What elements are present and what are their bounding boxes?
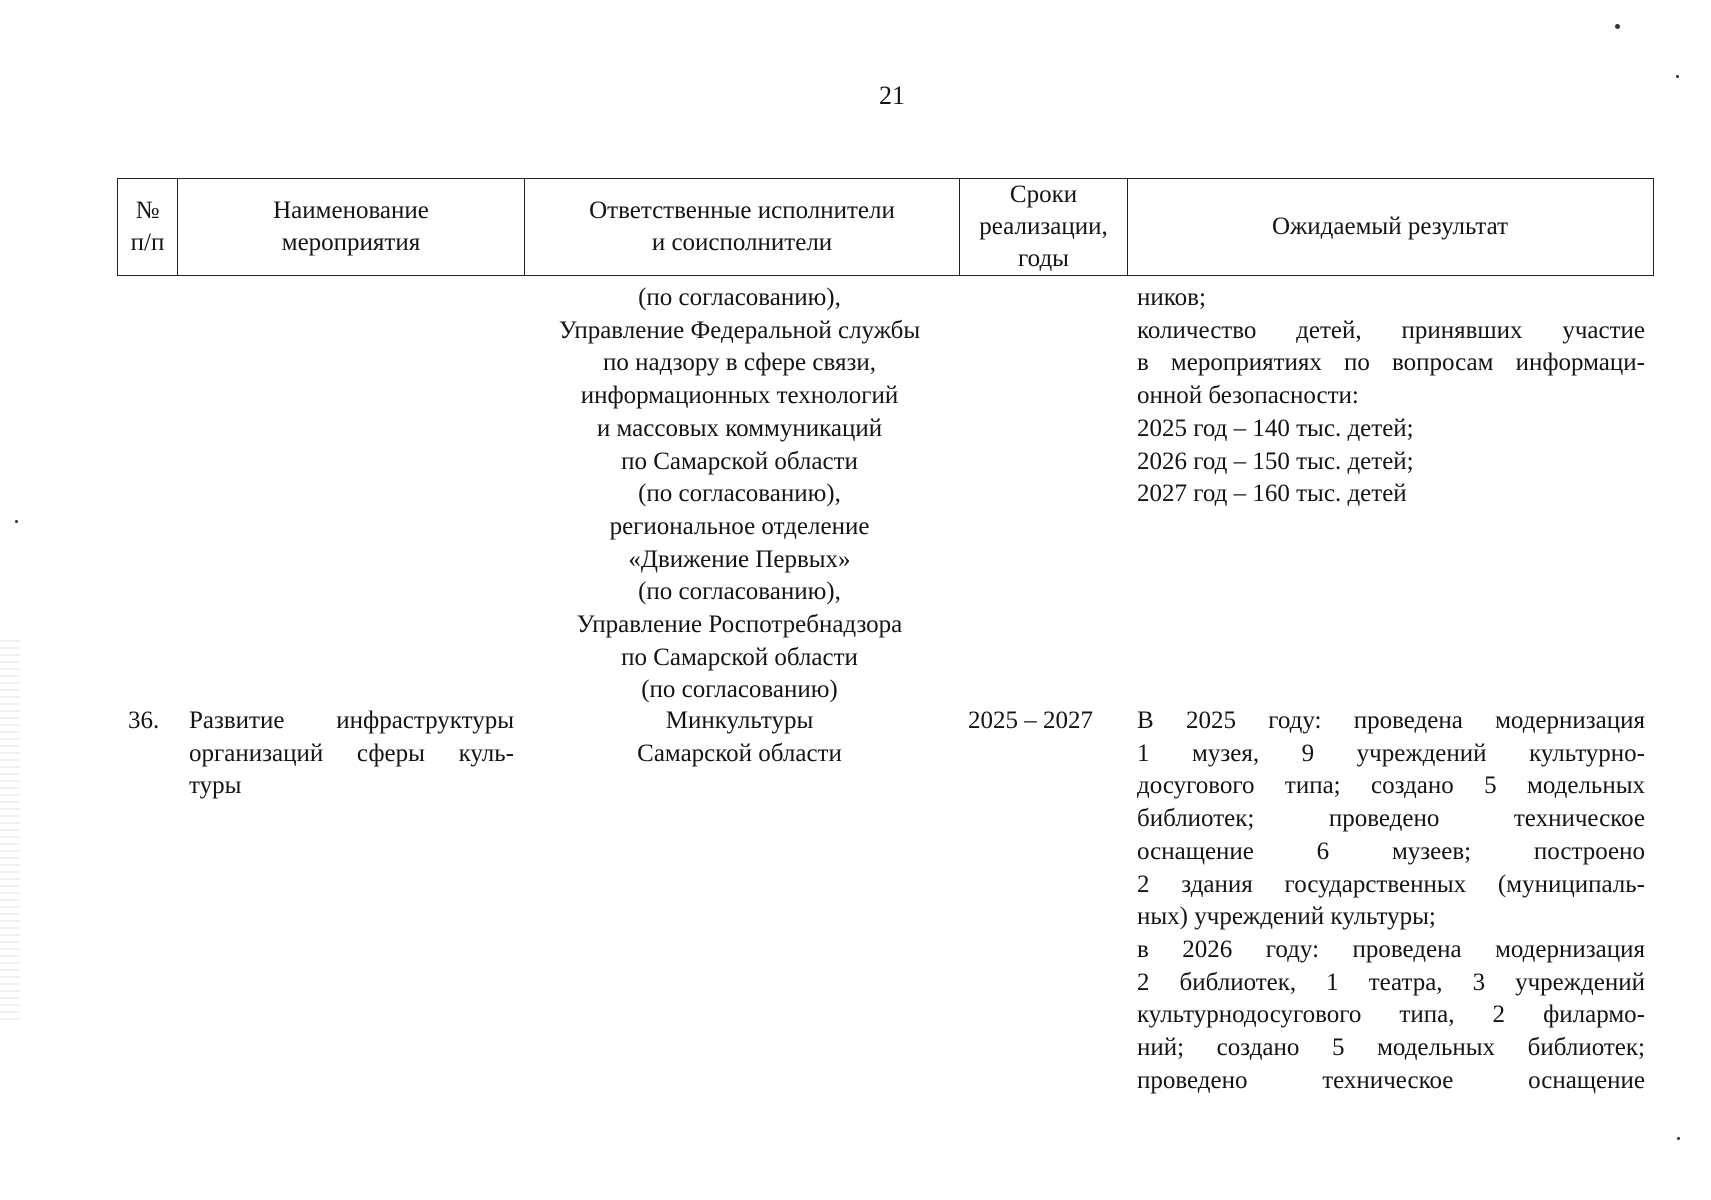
text-line: Самарской области xyxy=(637,739,842,767)
text-line: в 2026 году: проведена модернизация xyxy=(1137,935,1645,963)
text-line: Минкультуры xyxy=(665,707,814,734)
text-line: 2026 год – 150 тыс. детей; xyxy=(1137,447,1414,475)
text-line: (по согласованию), xyxy=(638,480,841,508)
scan-speck xyxy=(1676,75,1679,78)
text-line: оснащение 6 музеев; построено xyxy=(1137,837,1645,865)
text-line: по Самарской области xyxy=(621,643,858,671)
scan-speck xyxy=(1677,1137,1680,1140)
text-line: Управление Роспотребнадзора xyxy=(576,611,903,639)
text-line: 2 здания государственных (муниципаль- xyxy=(1137,870,1645,898)
text-line: количество детей, принявших участие xyxy=(1137,316,1645,344)
text-line: библиотек; проведено техническое xyxy=(1137,805,1645,833)
text-line: проведено техническое оснащение xyxy=(1137,1066,1645,1094)
continued-responsible xyxy=(522,282,957,707)
text-line: ников; xyxy=(1137,284,1206,311)
scan-speck xyxy=(1615,24,1620,29)
text-line: онной безопасности: xyxy=(1137,382,1359,410)
row-name xyxy=(189,705,514,803)
continued-result xyxy=(1137,282,1645,511)
page-number: 21 xyxy=(879,81,905,110)
text-line: досугового типа; создано 5 модельных xyxy=(1137,772,1645,800)
text-line: культурнодосугового типа, 2 филармо- xyxy=(1137,1001,1645,1029)
text-line: 1 музея, 9 учреждений культурно- xyxy=(1137,739,1645,767)
header-result: Ожидаемый результат xyxy=(1271,213,1509,240)
text-line: ных) учреждений культуры; xyxy=(1137,903,1436,931)
row-dates: 2025 – 2027 xyxy=(968,707,1093,734)
text-line: по Самарской области xyxy=(621,447,858,475)
header-responsible: Ответственные исполнители и соисполнители xyxy=(525,179,960,275)
text-line: 2025 год – 140 тыс. детей; xyxy=(1137,414,1414,442)
text-line: 2027 год – 160 тыс. детей xyxy=(1137,480,1407,508)
text-line: организаций сферы куль- xyxy=(189,739,514,767)
text-line: ний; создано 5 модельных библиотек; xyxy=(1137,1034,1645,1062)
text-line: по надзору в сфере связи, xyxy=(603,349,876,377)
text-line: в мероприятиях по вопросам информаци- xyxy=(1137,349,1645,377)
text-line: «Движение Первых» xyxy=(628,545,851,573)
text-line: В 2025 году: проведена модернизация xyxy=(1137,707,1645,734)
text-line: (по согласованию) xyxy=(641,676,838,704)
text-line: информационных технологий xyxy=(580,382,899,410)
scan-edge-noise xyxy=(0,640,20,1020)
row-responsible xyxy=(522,705,957,770)
text-line: (по согласованию), xyxy=(638,578,841,606)
text-line: 2 библиотек, 1 театра, 3 учреждений xyxy=(1137,968,1645,996)
text-line: (по согласованию), xyxy=(638,284,841,311)
table-header xyxy=(117,178,1654,276)
row-result xyxy=(1137,705,1645,1097)
header-dates: Сроки реализации, годы xyxy=(960,179,1128,275)
scan-speck xyxy=(15,520,18,523)
text-line: Развитие инфраструктуры xyxy=(189,707,514,734)
row-number: 36. xyxy=(128,707,160,734)
text-line: Управление Федеральной службы xyxy=(558,316,921,344)
text-line: региональное отделение xyxy=(609,512,870,540)
text-line: и массовых коммуникаций xyxy=(596,414,883,442)
header-num: № п/п xyxy=(118,179,178,275)
header-name: Наименование мероприятия xyxy=(178,179,525,275)
text-line: туры xyxy=(189,772,242,800)
